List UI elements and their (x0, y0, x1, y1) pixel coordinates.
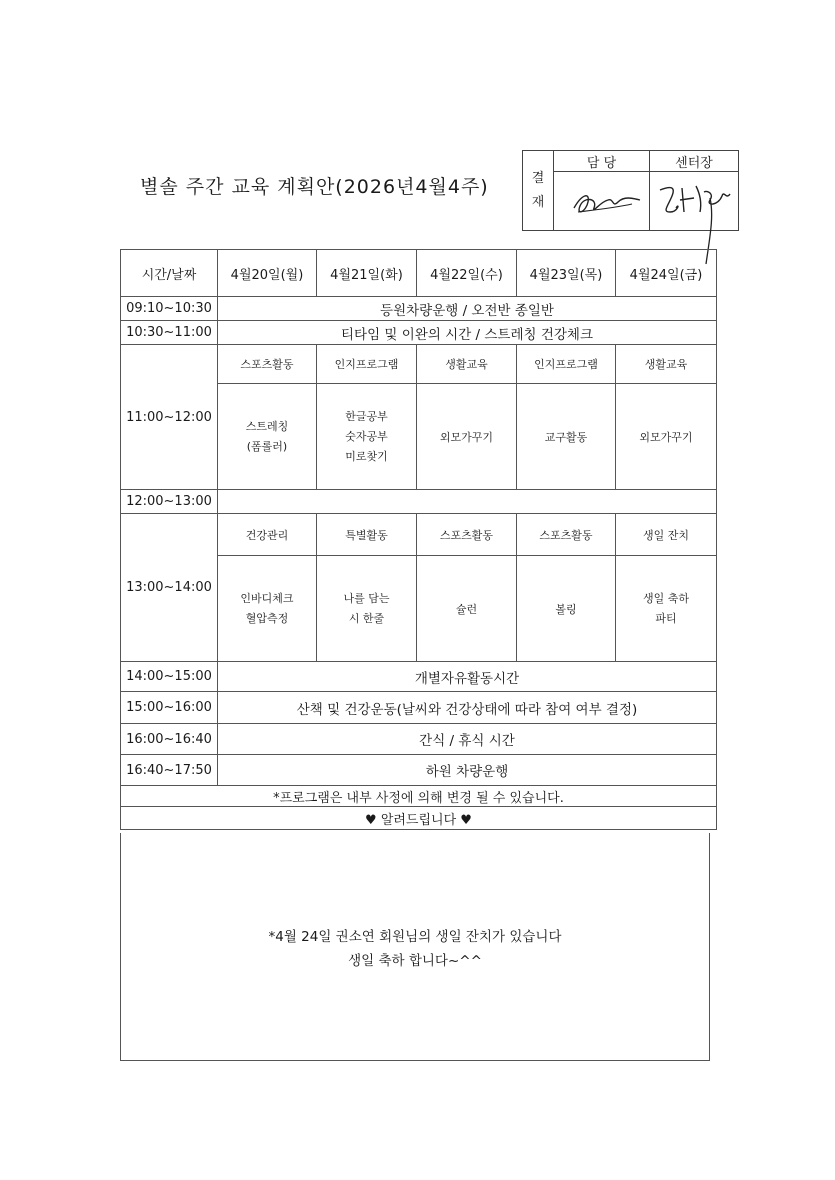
category-cell: 생활교육 (417, 345, 517, 384)
table-row (121, 297, 717, 321)
activity-cell: 슐런 (417, 556, 517, 662)
category-row (121, 345, 717, 384)
director-signature (650, 172, 739, 231)
time-cell: 16:40~17:50 (121, 755, 218, 786)
header-row (121, 250, 717, 297)
activity-cell: 한글공부 숫자공부 미로찾기 (317, 384, 417, 490)
table-row (121, 490, 717, 514)
announcement-box (120, 833, 710, 1061)
activity-cell: 볼링 (517, 556, 616, 662)
activity-cell: 산책 및 건강운동(날씨와 건강상태에 따라 참여 여부 결정) (218, 692, 717, 724)
announcement-line: *4월 24일 권소연 회원님의 생일 잔치가 있습니다 (268, 929, 562, 945)
category-cell: 스포츠활동 (218, 345, 317, 384)
activity-cell: 외모가꾸기 (417, 384, 517, 490)
corner-header: 시간/날짜 (121, 250, 218, 297)
activity-cell: 인바디체크 혈압측정 (218, 556, 317, 662)
activity-cell: 생일 축하 파티 (616, 556, 717, 662)
category-cell: 스포츠활동 (417, 514, 517, 556)
day-header: 4월23일(목) (517, 250, 616, 297)
category-cell: 스포츠활동 (517, 514, 616, 556)
day-header: 4월20일(월) (218, 250, 317, 297)
time-cell: 09:10~10:30 (121, 297, 218, 321)
approval-director-header: 센터장 (650, 151, 739, 172)
time-cell: 14:00~15:00 (121, 662, 218, 692)
time-cell: 10:30~11:00 (121, 321, 218, 345)
activity-cell: 간식 / 휴식 시간 (218, 724, 717, 755)
activity-cell: 등원차량운행 / 오전반 종일반 (218, 297, 717, 321)
time-cell: 11:00~12:00 (121, 345, 218, 490)
activity-cell: 하원 차량운행 (218, 755, 717, 786)
time-cell: 12:00~13:00 (121, 490, 218, 514)
category-cell: 생일 잔치 (616, 514, 717, 556)
activity-cell: 스트레칭 (폼롤러) (218, 384, 317, 490)
table-row (121, 755, 717, 786)
time-cell: 16:00~16:40 (121, 724, 218, 755)
day-header: 4월21일(화) (317, 250, 417, 297)
category-cell: 건강관리 (218, 514, 317, 556)
activity-cell (218, 490, 717, 514)
note-row (121, 807, 717, 830)
approval-manager-header: 담 당 (554, 151, 650, 172)
table-row (121, 662, 717, 692)
announcement-title: ♥ 알려드립니다 ♥ (121, 807, 717, 830)
announcement-text (121, 925, 709, 973)
change-notice: *프로그램은 내부 사정에 의해 변경 될 수 있습니다. (121, 786, 717, 807)
time-cell: 13:00~14:00 (121, 514, 218, 662)
table-row (121, 724, 717, 755)
manager-signature (554, 172, 650, 231)
category-row (121, 514, 717, 556)
activity-cell: 개별자유활동시간 (218, 662, 717, 692)
schedule-table (120, 249, 717, 830)
category-cell: 생활교육 (616, 345, 717, 384)
category-cell: 인지프로그램 (517, 345, 616, 384)
activity-cell: 교구활동 (517, 384, 616, 490)
category-cell: 인지프로그램 (317, 345, 417, 384)
activity-cell: 티타임 및 이완의 시간 / 스트레칭 건강체크 (218, 321, 717, 345)
page-title: 별솔 주간 교육 계획안(2026년4월4주) (140, 176, 489, 198)
note-row (121, 786, 717, 807)
day-header: 4월24일(금) (616, 250, 717, 297)
activity-cell: 나를 담는 시 한줄 (317, 556, 417, 662)
table-row (121, 692, 717, 724)
category-cell: 특별활동 (317, 514, 417, 556)
approval-label: 결 재 (523, 151, 554, 231)
activity-cell: 외모가꾸기 (616, 384, 717, 490)
table-row (121, 321, 717, 345)
announcement-line: 생일 축하 합니다~^^ (348, 953, 482, 969)
day-header: 4월22일(수) (417, 250, 517, 297)
time-cell: 15:00~16:00 (121, 692, 218, 724)
